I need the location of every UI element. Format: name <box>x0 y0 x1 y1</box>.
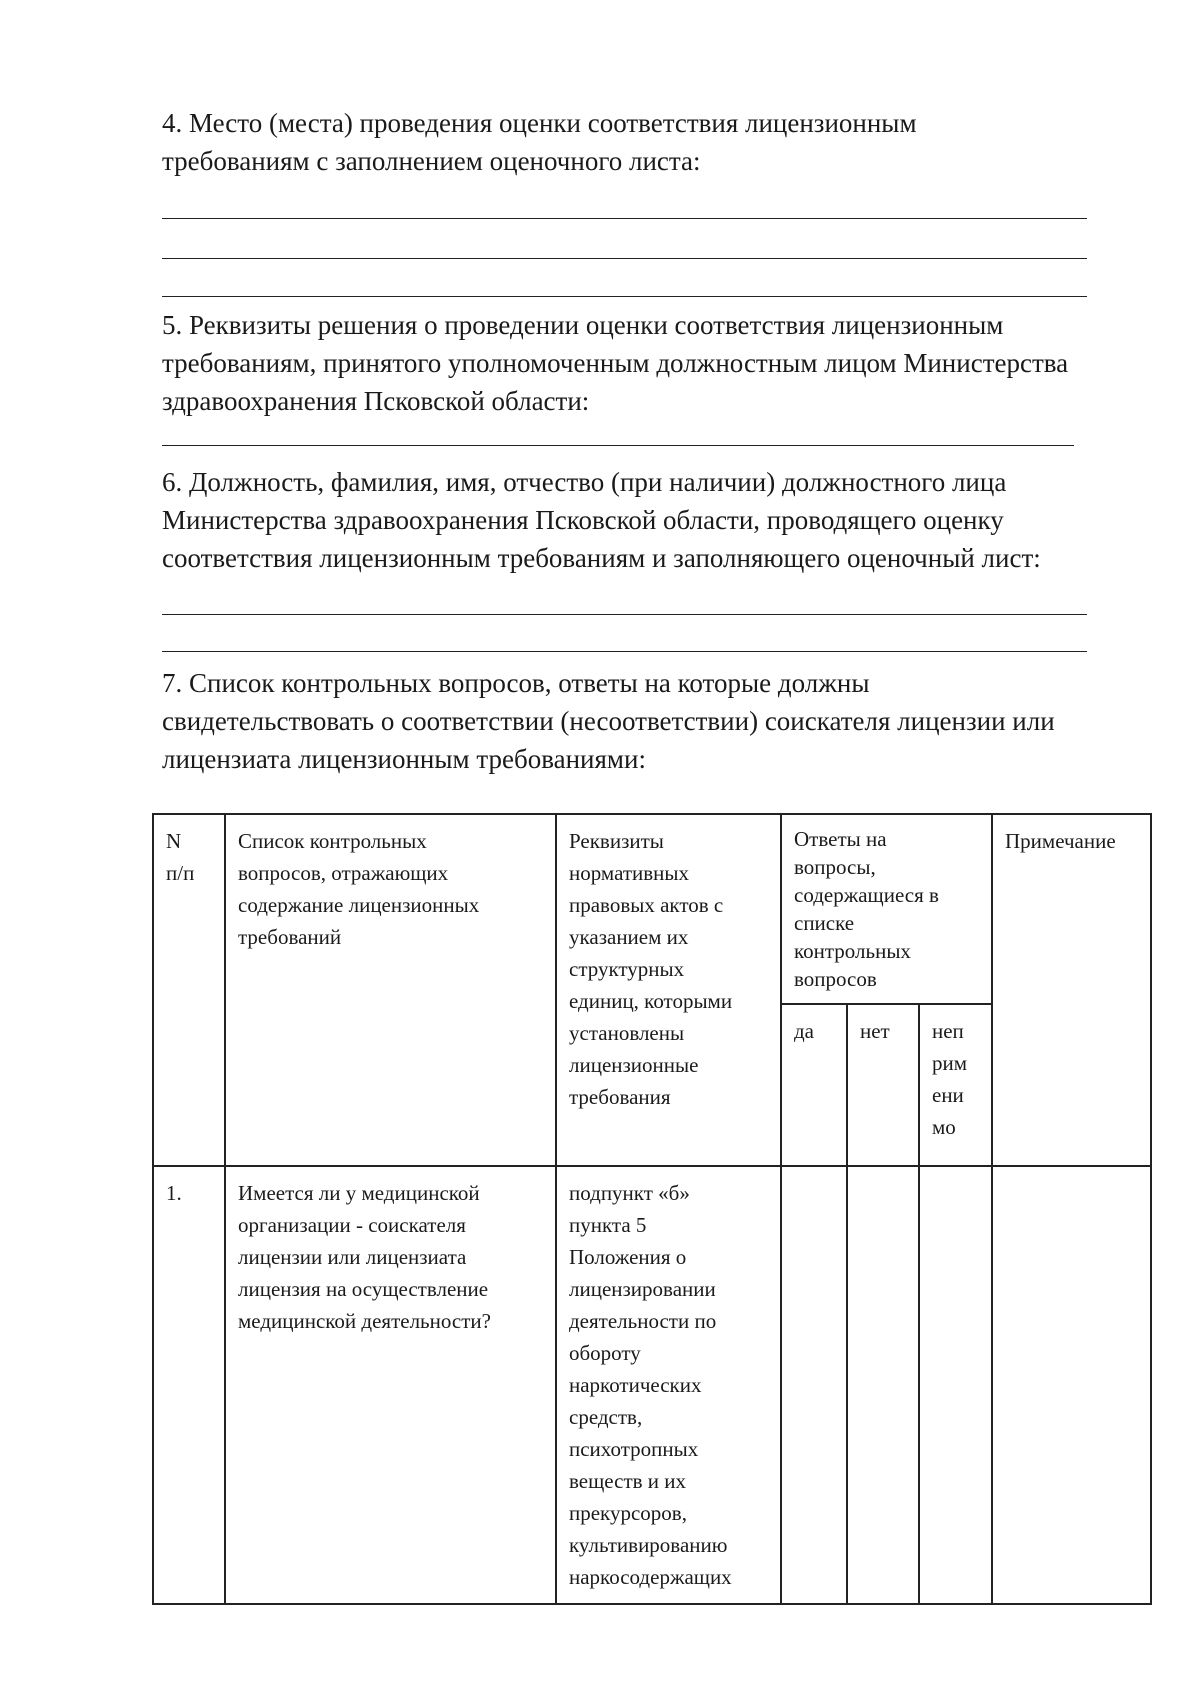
header-answers-line: вопросов <box>794 967 877 991</box>
header-num-line: N <box>166 829 182 853</box>
text-line: 5. Реквизиты решения о проведении оценки соответствия лицензионным <box>162 310 1004 340</box>
section-4-text <box>162 104 1122 180</box>
section-6-text <box>162 463 1122 577</box>
row-no-cell[interactable] <box>847 1166 919 1604</box>
header-requisites-line: указанием их <box>569 925 689 949</box>
header-num-cell <box>153 814 225 1166</box>
header-answers-line: Ответы на <box>794 827 887 851</box>
fill-in-line <box>162 651 1087 652</box>
row-requisites-line: наркосодержащих <box>569 1565 732 1589</box>
row-question-line: Имеется ли у медицинской <box>238 1181 480 1205</box>
row-na-cell[interactable] <box>919 1166 992 1604</box>
row-requisites-line: культивированию <box>569 1533 728 1557</box>
row-num-cell <box>153 1166 225 1604</box>
header-requisites-line: Реквизиты <box>569 829 664 853</box>
fill-in-line <box>162 218 1087 219</box>
row-requisites-line: пункта 5 <box>569 1213 647 1237</box>
row-requisites-line: подпункт «б» <box>569 1181 690 1205</box>
header-questions-line: Список контрольных <box>238 829 427 853</box>
section-7-text <box>162 664 1122 778</box>
header-na-cell <box>919 1004 992 1166</box>
header-questions-line: содержание лицензионных <box>238 893 480 917</box>
header-answers-line: контрольных <box>794 939 911 963</box>
header-num-line: п/п <box>166 861 195 885</box>
header-yes-cell <box>781 1004 847 1166</box>
fill-in-line <box>162 296 1087 297</box>
row-requisites-line: Положения о <box>569 1245 687 1269</box>
header-requisites-cell <box>556 814 781 1166</box>
header-requisites-line: лицензионные <box>569 1053 699 1077</box>
row-question-line: лицензия на осуществление <box>238 1277 489 1301</box>
fill-in-line <box>162 445 1074 446</box>
header-requisites-line: правовых актов с <box>569 893 724 917</box>
text-line: 4. Место (места) проведения оценки соответствия лицензионным <box>162 108 917 138</box>
header-questions-cell <box>225 814 556 1166</box>
row-note-cell[interactable] <box>992 1166 1151 1604</box>
header-yes-label: да <box>794 1019 815 1043</box>
text-line: лицензиата лицензионным требованиями: <box>162 744 646 774</box>
row-requisites-line: психотропных <box>569 1437 699 1461</box>
row-requisites-cell <box>556 1166 781 1604</box>
header-requisites-line: нормативных <box>569 861 690 885</box>
header-na-line: ени <box>932 1083 964 1107</box>
header-na-line: рим <box>932 1051 968 1075</box>
row-question-line: лицензии или лицензиата <box>238 1245 467 1269</box>
header-answers-line: списке <box>794 911 855 935</box>
row-question-cell <box>225 1166 556 1604</box>
header-na-line: неп <box>932 1019 964 1043</box>
header-note-label: Примечание <box>1005 829 1116 853</box>
text-line: 6. Должность, фамилия, имя, отчество (при наличии) должностного лица <box>162 467 1007 497</box>
header-note-cell <box>992 814 1151 1166</box>
checklist-table <box>152 813 1152 1605</box>
row-num: 1. <box>166 1181 182 1205</box>
header-requisites-line: требования <box>569 1085 671 1109</box>
row-requisites-line: прекурсоров, <box>569 1501 687 1525</box>
text-line: требованиям, принятого уполномоченным должностным лицом Министерства <box>162 348 1069 378</box>
header-answers-line: вопросы, <box>794 855 876 879</box>
fill-in-line <box>162 614 1087 615</box>
row-requisites-line: лицензировании <box>569 1277 716 1301</box>
row-question-line: организации - соискателя <box>238 1213 466 1237</box>
header-no-label: нет <box>860 1019 890 1043</box>
text-line: здравоохранения Псковской области: <box>162 386 590 416</box>
table-row <box>153 1166 1151 1604</box>
header-na-line: мо <box>932 1115 956 1139</box>
table-header-row <box>153 814 1151 1004</box>
header-requisites-line: структурных <box>569 957 685 981</box>
text-line: соответствия лицензионным требованиям и заполняющего оценочный лист: <box>162 543 1041 573</box>
fill-in-line <box>162 258 1087 259</box>
header-requisites-line: установлены <box>569 1021 685 1045</box>
text-line: свидетельствовать о соответствии (несоответствии) соискателя лицензии или <box>162 706 1055 736</box>
row-requisites-line: деятельности по <box>569 1309 717 1333</box>
header-questions-line: вопросов, отражающих <box>238 861 449 885</box>
row-requisites-line: наркотических <box>569 1373 702 1397</box>
header-answers-line: содержащиеся в <box>794 883 939 907</box>
header-answers-cell <box>781 814 992 1004</box>
row-question-line: медицинской деятельности? <box>238 1309 491 1333</box>
header-questions-line: требований <box>238 925 342 949</box>
section-5-text <box>162 306 1122 420</box>
row-requisites-line: обороту <box>569 1341 641 1365</box>
text-line: Министерства здравоохранения Псковской области, проводящего оценку <box>162 505 1004 535</box>
row-yes-cell[interactable] <box>781 1166 847 1604</box>
header-no-cell <box>847 1004 919 1166</box>
text-line: требованиям с заполнением оценочного листа: <box>162 146 701 176</box>
header-requisites-line: единиц, которыми <box>569 989 733 1013</box>
row-requisites-line: веществ и их <box>569 1469 687 1493</box>
text-line: 7. Список контрольных вопросов, ответы на которые должны <box>162 668 870 698</box>
row-requisites-line: средств, <box>569 1405 643 1429</box>
